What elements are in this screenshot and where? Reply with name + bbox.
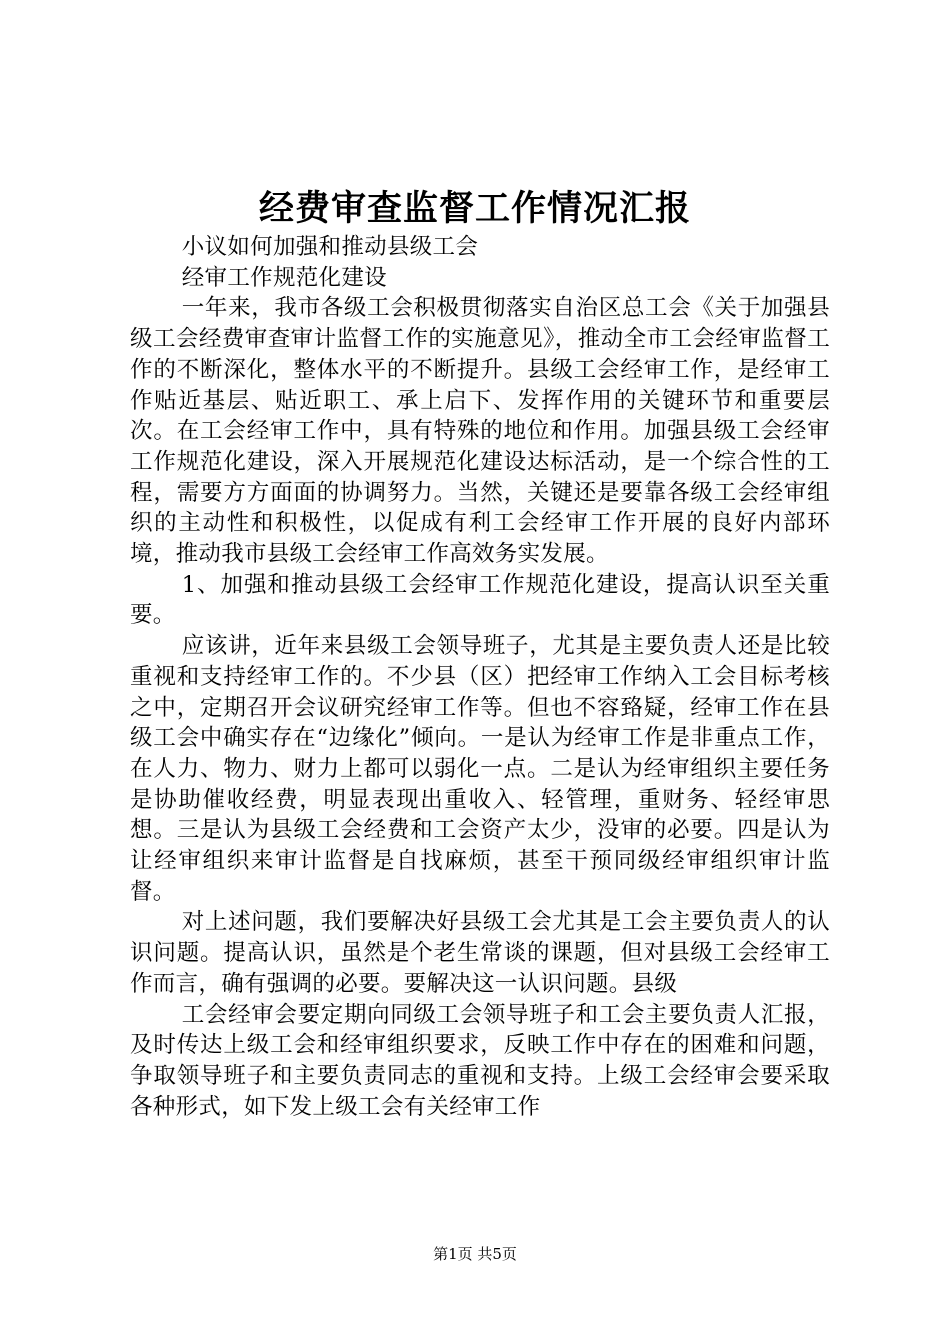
subtitle-line-1: 小议如何加强和推动县级工会 xyxy=(181,234,479,260)
paragraph-solution: 对上述问题，我们要解决好县级工会尤其是工会主要负责人的认识问题。提高认识，虽然是个老生常谈的课题，但对县级工会经审工作而言，确有强调的必要。要解决这一认识问题。县级 xyxy=(130,909,830,997)
page-number-footer: 第1页 共5页 xyxy=(433,1245,517,1263)
subtitle-line-2: 经审工作规范化建设 xyxy=(181,264,387,291)
paragraph-reporting: 工会经审会要定期向同级工会领导班子和工会主要负责人汇报，及时传达上级工会和经审组织要求，反映工作中存在的困难和问题，争取领导班子和主要负责同志的重视和支持。上级工会经审会要采取各种形式，如下发上级工会有关经审工作 xyxy=(130,1001,830,1120)
document-body xyxy=(130,232,830,1122)
document-title: 经费审查监督工作情况汇报 xyxy=(258,188,691,229)
paragraph-intro: 一年来，我市各级工会积极贯彻落实自治区总工会《关于加强县级工会经费审查审计监督工作的实施意见》，推动全市工会经审监督工作的不断深化，整体水平的不断提升。县级工会经审工作，是经审工作贴近基层、贴近职工、承上启下、发挥作用的关键环节和重要层次。在工会经审工作中，具有特殊的地位和作用。加强县级工会经审工作规范化建设，深入开展规范化建设达标活动，是一个综合性的工程，需要方方面面的协调努力。当然，关键还是要靠各级工会经审组织的主动性和积极性，以促成有利工会经审工作开展的良好内部环境，推动我市县级工会经审工作高效务实发展。 xyxy=(130,295,830,568)
paragraph-problems: 应该讲，近年来县级工会领导班子，尤其是主要负责人还是比较重视和支持经审工作的。不少县（区）把经审工作纳入工会目标考核之中，定期召开会议研究经审工作等。但也不容臵疑，经审工作在县级工会中确实存在“边缘化”倾向。一是认为经审工作是非重点工作，在人力、物力、财力上都可以弱化一点。二是认为经审组织主要任务是协助催收经费，明显表现出重收入、轻管理，重财务、轻经审思想。三是认为县级工会经费和工会资产太少，没审的必要。四是认为让经审组织来审计监督是自找麻烦，甚至干预同级经审组织审计监督。 xyxy=(130,633,830,905)
section-heading-1: 1、加强和推动县级工会经审工作规范化建设，提高认识至关重要。 xyxy=(130,571,830,629)
